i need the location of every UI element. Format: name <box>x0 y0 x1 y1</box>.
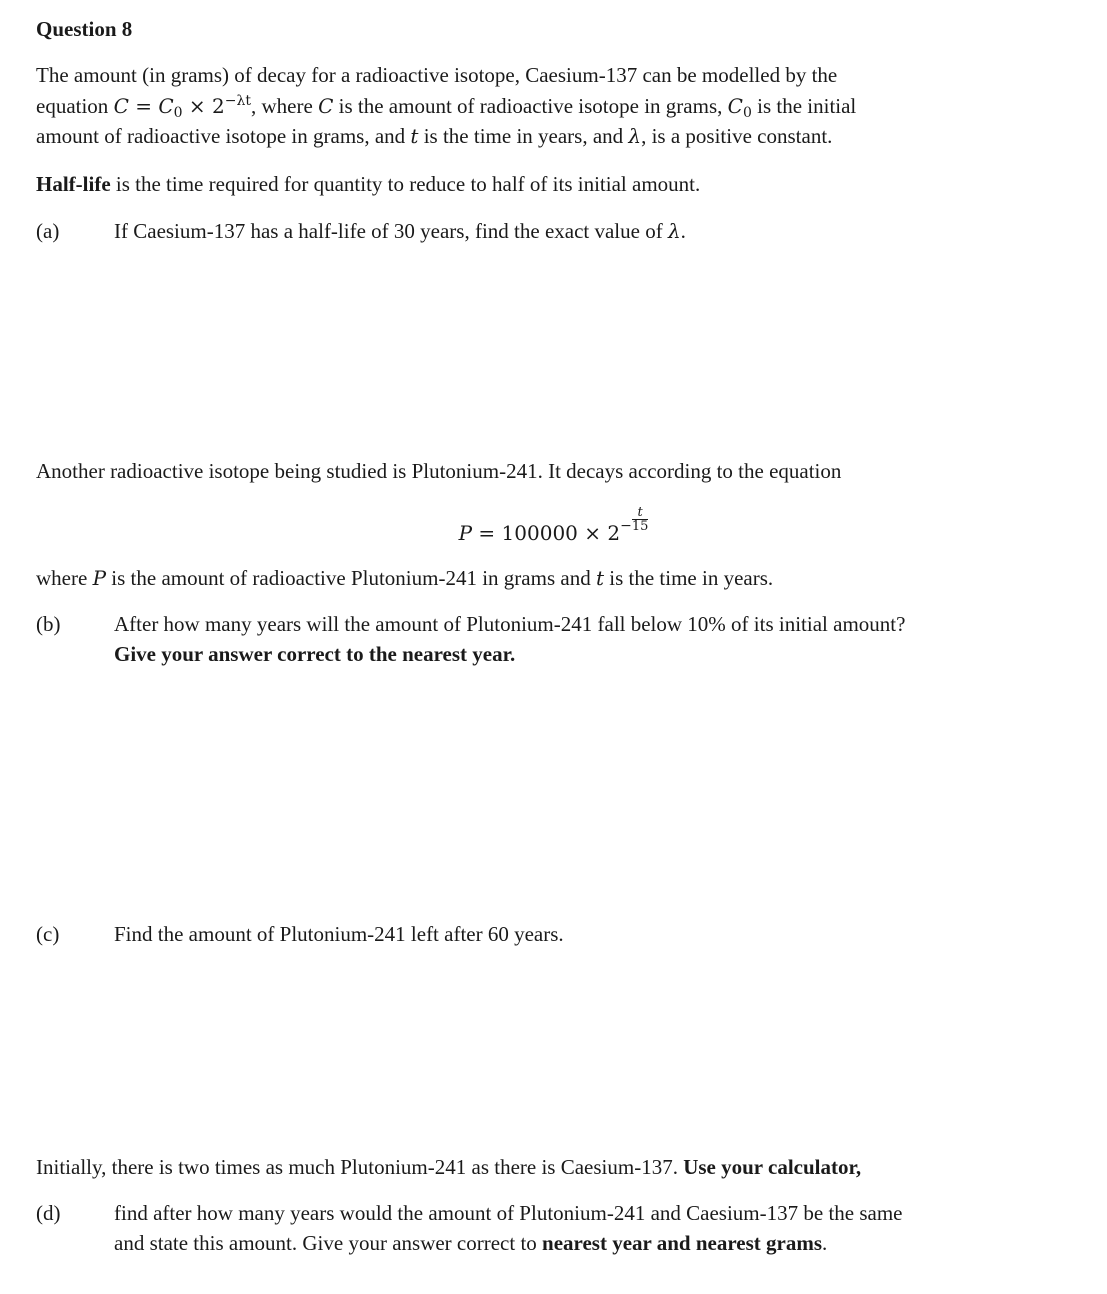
exponent-minus: − <box>620 518 632 534</box>
intro-text: is the amount of radioactive isotope in grams, <box>333 94 728 118</box>
intro-line-2 <box>36 91 856 121</box>
part-d-punct: . <box>822 1231 828 1255</box>
where-text: is the amount of radioactive Plutonium-241 in grams and <box>106 566 596 590</box>
equation-rhs: = 100000 × 2 <box>472 521 621 545</box>
equation-p: P <box>458 521 473 545</box>
equation-times: × 2 <box>182 94 225 118</box>
part-a-text <box>114 216 686 246</box>
where-text: is the time in years. <box>604 566 774 590</box>
variable-t: t <box>595 566 604 590</box>
variable-c: C <box>318 94 334 118</box>
part-d-bold: nearest year and nearest grams <box>542 1231 823 1255</box>
part-c-label: (c) <box>36 922 60 946</box>
decay-equation <box>113 93 251 121</box>
part-d-text: and state this amount. Give your answer correct to <box>114 1231 543 1255</box>
part-b-label: (b) <box>36 612 61 636</box>
intro-text: is the initial <box>751 94 857 118</box>
initially-text: Initially, there is two times as much Plutonium-241 as there is Caesium-137. <box>36 1155 684 1179</box>
exponent-fraction <box>632 506 649 533</box>
initially-line <box>36 1152 861 1182</box>
part-d-label: (d) <box>36 1201 61 1225</box>
plutonium-where <box>36 563 773 593</box>
intro-text: equation <box>36 94 114 118</box>
fraction-numerator: t <box>632 506 649 520</box>
plutonium-equation <box>0 506 1107 548</box>
part-d-line-1: find after how many years would the amount of Plutonium-241 and Caesium-137 be the same <box>114 1201 903 1225</box>
variable-p: P <box>92 566 107 590</box>
fraction-denominator: 15 <box>631 519 649 534</box>
intro-text: , where <box>251 94 319 118</box>
intro-line-1: The amount (in grams) of decay for a radioactive isotope, Caesium-137 can be modelled by the <box>36 63 838 87</box>
halflife-definition <box>36 169 700 199</box>
intro-text: amount of radioactive isotope in grams, and <box>36 124 411 148</box>
intro-text: is the time in years, and <box>418 124 629 148</box>
variable-lambda: λ <box>667 219 681 243</box>
equation-subscript: 0 <box>173 105 183 121</box>
equation-exponent: −λt <box>224 93 251 109</box>
equation-lhs: C = C <box>113 94 174 118</box>
plutonium-intro: Another radioactive isotope being studied is Plutonium-241. It decays according to the equation <box>36 459 842 483</box>
variable-lambda: λ <box>628 124 642 148</box>
halflife-text: is the time required for quantity to reduce to half of its initial amount. <box>110 172 701 196</box>
variable-c0: C <box>727 94 743 118</box>
part-b-line-1: After how many years will the amount of Plutonium-241 fall below 10% of its initial amount? <box>114 612 906 636</box>
intro-text: , is a positive constant. <box>641 124 833 148</box>
part-c-text: Find the amount of Plutonium-241 left after 60 years. <box>114 922 564 946</box>
part-a-punct: . <box>680 219 686 243</box>
part-a-question: If Caesium-137 has a half-life of 30 years, find the exact value of <box>114 219 668 243</box>
calculator-instruction: Use your calculator, <box>683 1155 862 1179</box>
part-a-label: (a) <box>36 219 60 243</box>
variable-c0-subscript: 0 <box>742 105 752 121</box>
question-title: Question 8 <box>36 17 133 41</box>
variable-t: t <box>410 124 419 148</box>
halflife-term: Half-life <box>36 172 111 196</box>
part-b-line-2: Give your answer correct to the nearest year. <box>114 642 516 666</box>
part-d-line-2 <box>114 1228 827 1258</box>
where-text: where <box>36 566 93 590</box>
intro-line-3 <box>36 121 832 151</box>
